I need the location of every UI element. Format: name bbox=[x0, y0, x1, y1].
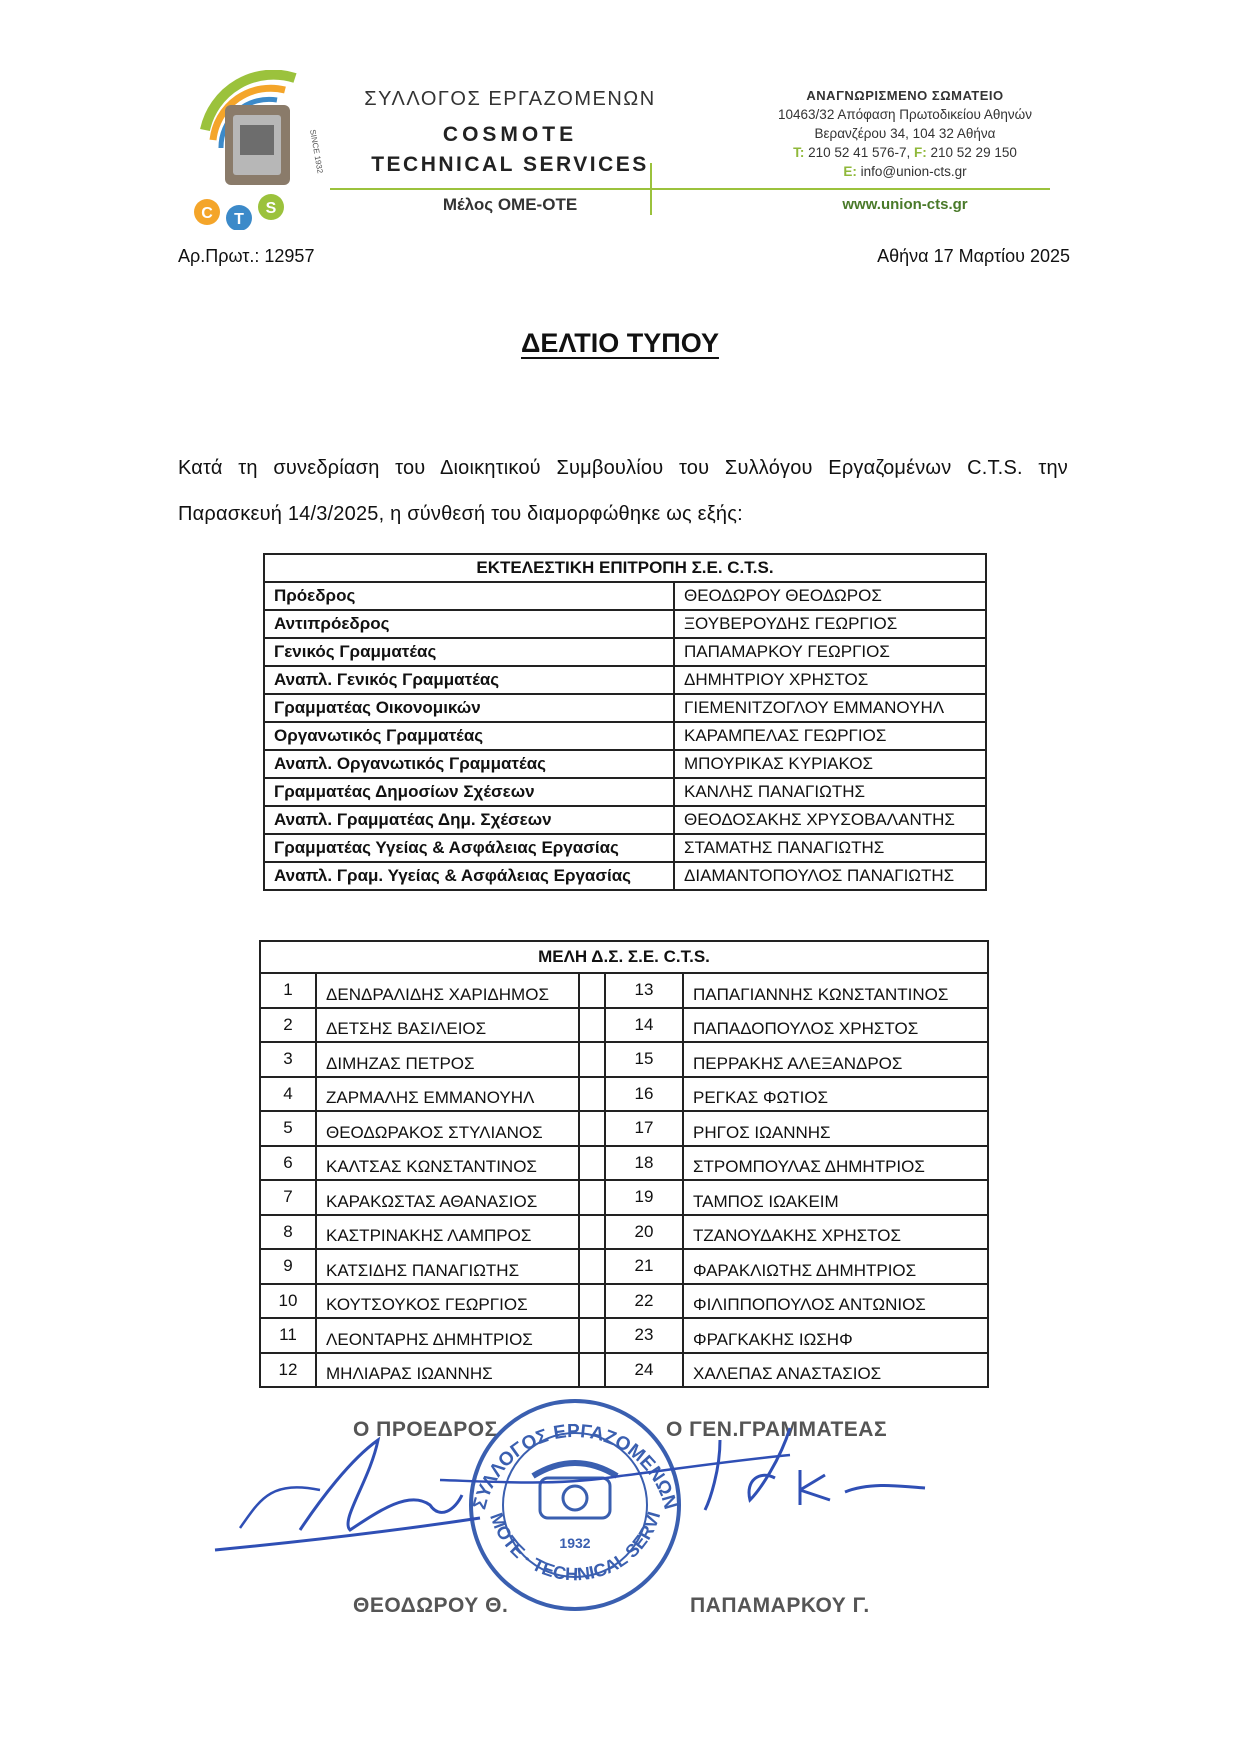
member-name: ΔΕΝΔΡΑΛΙΔΗΣ ΧΑΡΙΔΗΜΟΣ bbox=[316, 973, 579, 1008]
org-name-line1: ΣΥΛΛΟΓΟΣ ΕΡΓΑΖΟΜΕΝΩΝ bbox=[364, 88, 656, 110]
member-name: ΚΑΡΑΚΩΣΤΑΣ ΑΘΑΝΑΣΙΟΣ bbox=[316, 1180, 579, 1215]
member-name: ΦΡΑΓΚΑΚΗΣ ΙΩΣΗΦ bbox=[683, 1318, 988, 1353]
member-number: 18 bbox=[605, 1146, 683, 1181]
member-number: 24 bbox=[605, 1353, 683, 1388]
email-line bbox=[760, 162, 1050, 181]
phone: 210 52 41 576-7, bbox=[808, 145, 911, 160]
header-divider bbox=[330, 188, 1050, 190]
member-name: ΠΕΡΡΑΚΗΣ ΑΛΕΞΑΝΔΡΟΣ bbox=[683, 1042, 988, 1077]
member-number: 3 bbox=[260, 1042, 316, 1077]
member-number: 6 bbox=[260, 1146, 316, 1181]
member-name: ΖΑΡΜΑΛΗΣ ΕΜΜΑΝΟΥΗΛ bbox=[316, 1077, 579, 1112]
executive-role: Αναπλ. Οργανωτικός Γραμματέας bbox=[264, 750, 674, 778]
member-number: 2 bbox=[260, 1008, 316, 1043]
member-name: ΚΑΣΤΡΙΝΑΚΗΣ ΛΑΜΠΡΟΣ bbox=[316, 1215, 579, 1250]
member-name: ΠΑΠΑΓΙΑΝΝΗΣ ΚΩΝΣΤΑΝΤΙΝΟΣ bbox=[683, 973, 988, 1008]
logo-letter-t: T bbox=[234, 211, 244, 228]
members-row bbox=[260, 1077, 988, 1112]
stamp-bottom-text: MOTE · TECHNICAL SERVI bbox=[486, 1509, 665, 1585]
org-name-line2: COSMOTE bbox=[442, 123, 578, 146]
page-title: ΔΕΛΤΙΟ ΤΥΠΟΥ bbox=[521, 328, 719, 358]
executive-member-name: ΜΠΟΥΡΙΚΑΣ ΚΥΡΙΑΚΟΣ bbox=[674, 750, 986, 778]
executive-member-name: ΠΑΠΑΜΑΡΚΟΥ ΓΕΩΡΓΙΟΣ bbox=[674, 638, 986, 666]
member-name: ΡΕΓΚΑΣ ΦΩΤΙΟΣ bbox=[683, 1077, 988, 1112]
member-number: 17 bbox=[605, 1111, 683, 1146]
column-gap bbox=[579, 1180, 605, 1215]
members-row bbox=[260, 1318, 988, 1353]
executive-role: Αντιπρόεδρος bbox=[264, 610, 674, 638]
stamp-year: 1932 bbox=[559, 1535, 591, 1551]
member-name: ΚΟΥΤΣΟΥΚΟΣ ΓΕΩΡΓΙΟΣ bbox=[316, 1284, 579, 1319]
executive-heading: ΕΚΤΕΛΕΣΤΙΚΗ ΕΠΙΤΡΟΠΗ Σ.Ε. C.T.S. bbox=[264, 554, 986, 582]
member-number: 20 bbox=[605, 1215, 683, 1250]
column-gap bbox=[579, 1077, 605, 1112]
member-name: ΚΑΤΣΙΔΗΣ ΠΑΝΑΓΙΩΤΗΣ bbox=[316, 1249, 579, 1284]
member-number: 1 bbox=[260, 973, 316, 1008]
phone-label: T: bbox=[793, 145, 805, 160]
executive-member-name: ΘΕΟΔΟΣΑΚΗΣ ΧΡΥΣΟΒΑΛΑΝΤΗΣ bbox=[674, 806, 986, 834]
executive-row bbox=[264, 610, 986, 638]
executive-role: Αναπλ. Γραμ. Υγείας & Ασφάλειας Εργασίας bbox=[264, 862, 674, 890]
member-name: ΧΑΛΕΠΑΣ ΑΝΑΣΤΑΣΙΟΣ bbox=[683, 1353, 988, 1388]
column-gap bbox=[579, 973, 605, 1008]
member-of: Μέλος ΟΜΕ-ΟΤΕ bbox=[442, 195, 578, 214]
intro-paragraph: Κατά τη συνεδρίαση του Διοικητικού Συμβουλίου του Συλλόγου Εργαζομένων C.T.S. την Παρασκευή 14/3/2025, η σύνθεσή του διαμορφώθηκε ως εξής: bbox=[178, 457, 1068, 525]
member-number: 5 bbox=[260, 1111, 316, 1146]
president-name: ΘΕΟΔΩΡΟΥ Θ. bbox=[353, 1594, 509, 1617]
member-number: 9 bbox=[260, 1249, 316, 1284]
fax-label: F: bbox=[914, 145, 927, 160]
member-number: 4 bbox=[260, 1077, 316, 1112]
executive-role: Οργανωτικός Γραμματέας bbox=[264, 722, 674, 750]
secretary-name: ΠΑΠΑΜΑΡΚΟΥ Γ. bbox=[690, 1594, 870, 1617]
executive-row bbox=[264, 638, 986, 666]
handwritten-signatures bbox=[200, 1400, 940, 1570]
member-name: ΦΙΛΙΠΠΟΠΟΥΛΟΣ ΑΝΤΩΝΙΟΣ bbox=[683, 1284, 988, 1319]
members-row bbox=[260, 1042, 988, 1077]
executive-role: Αναπλ. Γραμματέας Δημ. Σχέσεων bbox=[264, 806, 674, 834]
court-decision: 10463/32 Απόφαση Πρωτοδικείου Αθηνών bbox=[778, 107, 1032, 122]
website-link[interactable]: www.union-cts.gr bbox=[842, 196, 968, 213]
member-number: 22 bbox=[605, 1284, 683, 1319]
email-label: E: bbox=[843, 164, 857, 179]
executive-committee-table bbox=[263, 553, 987, 891]
member-name: ΣΤΡΟΜΠΟΥΛΑΣ ΔΗΜΗΤΡΙΟΣ bbox=[683, 1146, 988, 1181]
address: Βερανζέρου 34, 104 32 Αθήνα bbox=[814, 126, 996, 141]
member-number: 12 bbox=[260, 1353, 316, 1388]
executive-role: Γραμματέας Υγείας & Ασφάλειας Εργασίας bbox=[264, 834, 674, 862]
column-gap bbox=[579, 1318, 605, 1353]
fax: 210 52 29 150 bbox=[930, 145, 1017, 160]
members-row bbox=[260, 1008, 988, 1043]
org-name-line3: TECHNICAL SERVICES bbox=[371, 153, 649, 176]
column-gap bbox=[579, 1284, 605, 1319]
executive-row bbox=[264, 582, 986, 610]
member-number: 10 bbox=[260, 1284, 316, 1319]
members-row bbox=[260, 1111, 988, 1146]
executive-row bbox=[264, 722, 986, 750]
union-logo bbox=[185, 70, 335, 230]
member-number: 21 bbox=[605, 1249, 683, 1284]
member-name: ΤΖΑΝΟΥΔΑΚΗΣ ΧΡΗΣΤΟΣ bbox=[683, 1215, 988, 1250]
members-row bbox=[260, 1146, 988, 1181]
members-row bbox=[260, 973, 988, 1008]
document-date: Αθήνα 17 Μαρτίου 2025 bbox=[877, 246, 1070, 266]
logo-letter-c: C bbox=[201, 205, 213, 222]
executive-role: Γενικός Γραμματέας bbox=[264, 638, 674, 666]
executive-member-name: ΣΤΑΜΑΤΗΣ ΠΑΝΑΓΙΩΤΗΣ bbox=[674, 834, 986, 862]
board-members-table bbox=[259, 940, 989, 1388]
executive-row bbox=[264, 806, 986, 834]
member-name: ΤΑΜΠΟΣ ΙΩΑΚΕΙΜ bbox=[683, 1180, 988, 1215]
members-row bbox=[260, 1284, 988, 1319]
member-name: ΔΙΜΗΖΑΣ ΠΕΤΡΟΣ bbox=[316, 1042, 579, 1077]
executive-row bbox=[264, 694, 986, 722]
executive-role: Γραμματέας Δημοσίων Σχέσεων bbox=[264, 778, 674, 806]
executive-row bbox=[264, 778, 986, 806]
column-gap bbox=[579, 1111, 605, 1146]
member-name: ΠΑΠΑΔΟΠΟΥΛΟΣ ΧΡΗΣΤΟΣ bbox=[683, 1008, 988, 1043]
member-name: ΘΕΟΔΩΡΑΚΟΣ ΣΤΥΛΙΑΝΟΣ bbox=[316, 1111, 579, 1146]
executive-role: Πρόεδρος bbox=[264, 582, 674, 610]
member-name: ΡΗΓΟΣ ΙΩΑΝΝΗΣ bbox=[683, 1111, 988, 1146]
member-name: ΦΑΡΑΚΛΙΩΤΗΣ ΔΗΜΗΤΡΙΟΣ bbox=[683, 1249, 988, 1284]
members-row bbox=[260, 1180, 988, 1215]
column-gap bbox=[579, 1249, 605, 1284]
members-row bbox=[260, 1215, 988, 1250]
executive-row bbox=[264, 834, 986, 862]
executive-role: Αναπλ. Γενικός Γραμματέας bbox=[264, 666, 674, 694]
registered-status: ΑΝΑΓΝΩΡΙΣΜΕΝΟ ΣΩΜΑΤΕΙΟ bbox=[806, 88, 1004, 103]
executive-row bbox=[264, 862, 986, 890]
stamp-top-text: ΣΥΛΛΟΓΟΣ ΕΡΓΑΖΟΜΕΝΩΝ bbox=[469, 1420, 681, 1512]
executive-member-name: ΞΟΥΒΕΡΟΥΔΗΣ ΓΕΩΡΓΙΟΣ bbox=[674, 610, 986, 638]
members-row bbox=[260, 1249, 988, 1284]
executive-member-name: ΔΗΜΗΤΡΙΟΥ ΧΡΗΣΤΟΣ bbox=[674, 666, 986, 694]
member-number: 16 bbox=[605, 1077, 683, 1112]
member-number: 8 bbox=[260, 1215, 316, 1250]
column-gap bbox=[579, 1042, 605, 1077]
contact-block bbox=[760, 86, 1050, 181]
executive-member-name: ΘΕΟΔΩΡΟΥ ΘΕΟΔΩΡΟΣ bbox=[674, 582, 986, 610]
executive-member-name: ΚΑΝΛΗΣ ΠΑΝΑΓΙΩΤΗΣ bbox=[674, 778, 986, 806]
member-name: ΜΗΛΙΑΡΑΣ ΙΩΑΝΝΗΣ bbox=[316, 1353, 579, 1388]
column-gap bbox=[579, 1008, 605, 1043]
member-name: ΔΕΤΣΗΣ ΒΑΣΙΛΕΙΟΣ bbox=[316, 1008, 579, 1043]
secretary-title: Ο ΓΕΝ.ΓΡΑΜΜΑΤΕΑΣ bbox=[666, 1418, 888, 1441]
executive-member-name: ΔΙΑΜΑΝΤΟΠΟΥΛΟΣ ΠΑΝΑΓΙΩΤΗΣ bbox=[674, 862, 986, 890]
logo-since: SINCE 1932 bbox=[308, 128, 325, 175]
column-gap bbox=[579, 1215, 605, 1250]
member-number: 19 bbox=[605, 1180, 683, 1215]
email-link[interactable]: info@union-cts.gr bbox=[860, 164, 967, 179]
executive-member-name: ΓΙΕΜΕΝΙΤΖΟΓΛΟΥ ΕΜΜΑΝΟΥΗΛ bbox=[674, 694, 986, 722]
member-number: 14 bbox=[605, 1008, 683, 1043]
org-name-block bbox=[360, 88, 660, 177]
member-name: ΛΕΟΝΤΑΡΗΣ ΔΗΜΗΤΡΙΟΣ bbox=[316, 1318, 579, 1353]
phone-fax-line bbox=[760, 143, 1050, 162]
member-number: 13 bbox=[605, 973, 683, 1008]
member-name: ΚΑΛΤΣΑΣ ΚΩΝΣΤΑΝΤΙΝΟΣ bbox=[316, 1146, 579, 1181]
executive-row bbox=[264, 750, 986, 778]
president-title: Ο ΠΡΟΕΔΡΟΣ bbox=[353, 1418, 498, 1441]
protocol-number: Αρ.Πρωτ.: 12957 bbox=[178, 246, 315, 266]
logo-letter-s: S bbox=[265, 200, 277, 217]
member-number: 15 bbox=[605, 1042, 683, 1077]
member-number: 7 bbox=[260, 1180, 316, 1215]
column-gap bbox=[579, 1146, 605, 1181]
member-number: 11 bbox=[260, 1318, 316, 1353]
members-heading: ΜΕΛΗ Δ.Σ. Σ.Ε. C.T.S. bbox=[260, 941, 988, 973]
executive-row bbox=[264, 666, 986, 694]
executive-role: Γραμματέας Οικονομικών bbox=[264, 694, 674, 722]
executive-member-name: ΚΑΡΑΜΠΕΛΑΣ ΓΕΩΡΓΙΟΣ bbox=[674, 722, 986, 750]
member-number: 23 bbox=[605, 1318, 683, 1353]
